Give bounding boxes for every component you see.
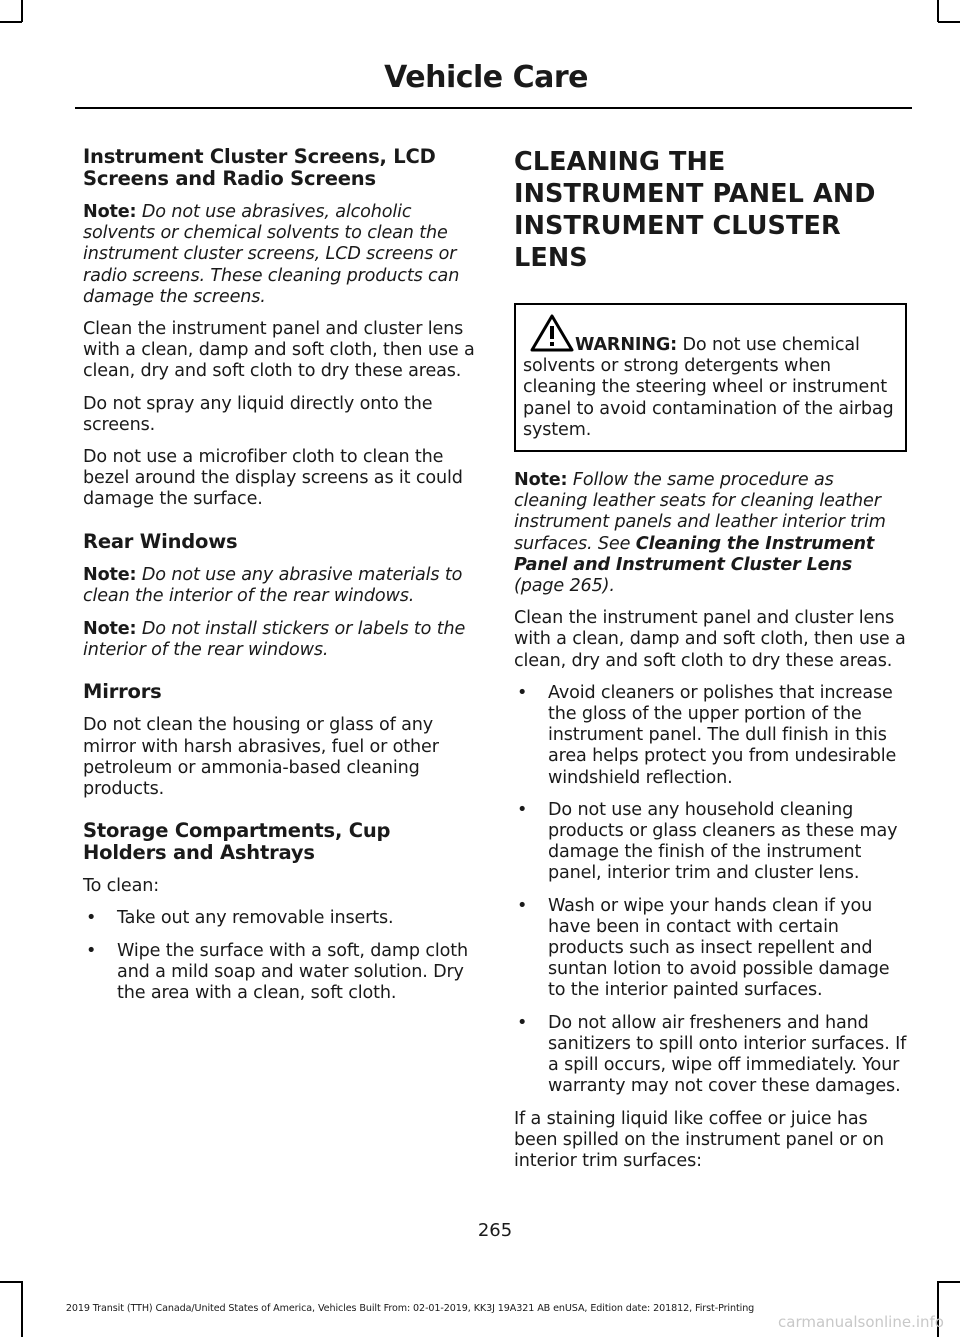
warning-triangle-icon: [530, 314, 574, 352]
cross-reference-link[interactable]: Cleaning the Instrument Panel and Instrument Cluster Lens: [514, 533, 875, 575]
right-paragraph-1: Clean the instrument panel and cluster lens with a clean, damp and soft cloth, then use a clean, dry and soft cloth to dry these areas.: [514, 608, 906, 671]
crop-mark-top-right-h: [938, 21, 960, 23]
crop-mark-top-right-v: [937, 0, 939, 22]
crop-mark-top-left-h: [0, 21, 22, 23]
rear-note-2: [83, 619, 478, 661]
page-reference: (page 265).: [514, 576, 615, 597]
note-label: Note:: [83, 202, 137, 222]
instrument-note: [83, 202, 478, 308]
rear-note-1: [83, 565, 478, 607]
left-column: [83, 146, 478, 1015]
instrument-paragraph-1: Clean the instrument panel and cluster lens with a clean, damp and soft cloth, then use a clean, dry and soft cloth to dry these areas.: [83, 319, 475, 382]
instrument-paragraph-2: Do not spray any liquid directly onto the screens.: [83, 393, 433, 435]
right-paragraph-2: If a staining liquid like coffee or juice has been spilled on the instrument panel or on interior trim surfaces:: [514, 1108, 884, 1171]
mirrors-paragraph: Do not clean the housing or glass of any mirror with harsh abrasives, fuel or other petroleum or ammonia-based cleaning products.: [83, 715, 439, 800]
list-item: • Do not allow air fresheners and hand sanitizers to spill onto interior surfaces. If a spill occurs, wipe off immediately. Your warranty may not cover these damages.: [514, 1013, 907, 1098]
storage-heading: Storage Compartments, Cup Holders and Ashtrays: [83, 819, 391, 864]
warning-label: WARNING:: [575, 335, 678, 355]
rear-windows-heading: Rear Windows: [83, 529, 238, 553]
crop-mark-bottom-right-h: [938, 1281, 960, 1283]
list-item: • Wipe the surface with a soft, damp cloth and a mild soap and water solution. Dry the area with a clean, soft cloth.: [83, 941, 478, 1005]
warning-box: [514, 303, 907, 452]
storage-intro: To clean:: [83, 876, 160, 897]
list-item: • Take out any removable inserts.: [83, 908, 478, 929]
watermark: carmanualsonline.info: [778, 1313, 944, 1331]
warning-text: Do not use chemical solvents or strong detergents when cleaning the steering wheel or instrument panel to avoid contamination of the airbag system.: [523, 335, 894, 440]
right-note: [514, 470, 907, 597]
right-note-text: Follow the same procedure as cleaning leather seats for cleaning leather instrument panels and leather interior trim surfaces. See: [514, 470, 886, 554]
section-heading: CLEANING THE INSTRUMENT PANEL AND INSTRUMENT CLUSTER LENS: [514, 147, 876, 273]
note-label: Note:: [83, 565, 137, 586]
page-header-title: Vehicle Care: [384, 60, 588, 95]
footer-text: 2019 Transit (TTH) Canada/United States of America, Vehicles Built From: 02-01-2019, KK3J 19A321 AB enUSA, Edition date: 201812, First-Printing: [65, 1303, 755, 1314]
instrument-note-text: Do not use abrasives, alcoholic solvents or chemical solvents to clean the instrument cluster screens, LCD screens or radio screens. These cleaning products can damage the screens.: [83, 202, 460, 307]
right-list: [514, 683, 907, 1098]
note-label: Note:: [514, 470, 568, 491]
crop-mark-bottom-left-h: [0, 1281, 22, 1283]
right-column: [514, 146, 907, 1183]
instrument-paragraph-3: Do not use a microfiber cloth to clean the bezel around the display screens as it could damage the surface.: [83, 447, 463, 510]
rear-note-2-text: Do not install stickers or labels to the interior of the rear windows.: [83, 618, 466, 660]
list-item: • Wash or wipe your hands clean if you have been in contact with certain products such as insect repellent and suntan lotion to avoid possible damage to the interior painted surfaces.: [514, 896, 907, 1002]
mirrors-heading: Mirrors: [83, 679, 162, 703]
instrument-screens-heading: Instrument Cluster Screens, LCD Screens and Radio Screens: [83, 145, 436, 190]
rear-note-1-text: Do not use any abrasive materials to clean the interior of the rear windows.: [83, 565, 463, 607]
crop-mark-top-left-v: [21, 0, 23, 22]
note-label: Note:: [83, 618, 137, 639]
storage-list: [83, 908, 478, 1004]
list-item: • Avoid cleaners or polishes that increase the gloss of the upper portion of the instrument panel. The dull finish in this area helps protect you from undesirable windshield reflection.: [514, 683, 907, 789]
page-number: 265: [477, 1220, 513, 1241]
header-rule: [75, 107, 912, 109]
list-item: • Do not use any household cleaning products or glass cleaners as these may damage the finish of the instrument panel, interior trim and cluster lens.: [514, 800, 907, 885]
